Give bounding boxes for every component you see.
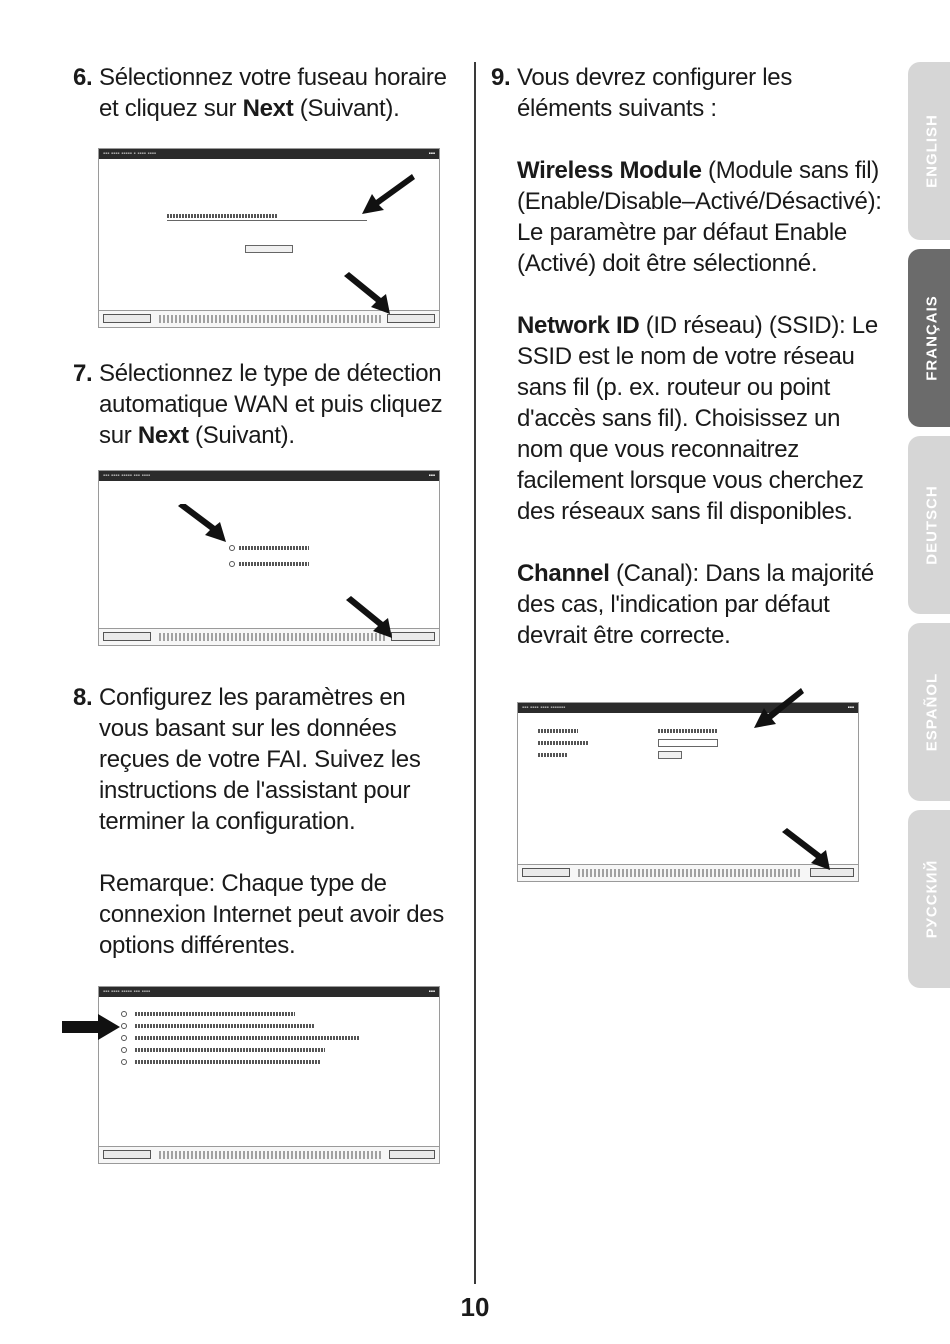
page-number: 10 xyxy=(460,1292,490,1322)
tab-english[interactable] xyxy=(908,62,950,240)
bold-term: Next xyxy=(137,422,189,449)
paragraph-text: Remarque: Chaque type de connexion Internet peut avoir des options différentes. xyxy=(99,870,445,959)
bold-term: Wireless Module xyxy=(517,157,702,184)
paragraph-text: Sélectionnez le type de détection automatique WAN et puis cliquez sur xyxy=(99,360,443,449)
timezone-screenshot: ▪▪▪ ▪▪▪▪ ▪▪▪▪▪ ▪ ▪▪▪▪ ▪▪▪▪ ▪▪▪ xyxy=(98,148,440,328)
step-paragraph xyxy=(99,358,459,451)
tab-label: ESPAÑOL xyxy=(923,672,941,752)
tab-label: FRANÇAIS xyxy=(923,295,941,381)
step-paragraph xyxy=(99,62,459,124)
bold-term: Next xyxy=(242,95,294,122)
black-arrow-icon xyxy=(360,170,416,216)
paragraph-text: (ID réseau) (SSID): Le SSID est le nom de votre réseau sans fil (p. ex. routeur ou point d'accès sans fil). Choisissez un nom que vous reconnaitrez facilement lorsque vous cherchez des réseaux sans fil disponibles. xyxy=(517,312,878,525)
wan-type-screenshot: ▪▪▪ ▪▪▪▪ ▪▪▪▪▪ ▪▪▪ ▪▪▪▪ ▪▪▪ xyxy=(98,470,440,646)
step-9 xyxy=(491,62,887,651)
paragraph-text: (Suivant). xyxy=(188,422,295,449)
paragraph-text: Configurez les paramètres en vous basant sur les données reçues de votre FAI. Suivez les instructions de l'assistant pour terminer la configuration. xyxy=(99,684,421,835)
bold-term: Network ID xyxy=(517,312,640,339)
black-arrow-icon xyxy=(62,1012,120,1042)
step-number: 7. xyxy=(73,360,93,387)
black-arrow-icon xyxy=(754,686,804,730)
step-paragraph xyxy=(517,558,887,651)
column-divider xyxy=(474,62,476,1284)
tab-label: РУССКИЙ xyxy=(923,859,941,939)
tab-espanol[interactable] xyxy=(908,623,950,801)
tab-russian[interactable] xyxy=(908,810,950,988)
tab-deutsch[interactable] xyxy=(908,436,950,614)
step-paragraph xyxy=(517,310,887,527)
paragraph-text: Vous devrez configurer les éléments suivants : xyxy=(517,64,793,122)
black-arrow-icon xyxy=(342,596,394,640)
wireless-setting-screenshot: ▪▪▪ ▪▪▪▪ ▪▪▪▪ ▪▪▪▪▪▪▪ ▪▪▪ xyxy=(517,702,859,882)
step-paragraph xyxy=(517,62,887,124)
paragraph-text: Sélectionnez votre fuseau horaire et cliquez sur xyxy=(99,64,447,122)
paragraph-text: (Module sans fil) (Enable/Disable–Activé/Désactivé): Le paramètre par défaut Enable (Activé) doit être sélectionné. xyxy=(517,157,882,277)
black-arrow-icon xyxy=(340,272,392,316)
paragraph-text: (Canal): Dans la majorité des cas, l'indication par défaut devrait être correcte. xyxy=(517,560,874,649)
step-paragraph xyxy=(517,155,887,279)
black-arrow-icon xyxy=(778,828,832,872)
step-number: 8. xyxy=(73,684,93,711)
bold-term: Channel xyxy=(517,560,610,587)
black-arrow-icon xyxy=(174,504,228,544)
step-number: 9. xyxy=(491,64,511,91)
paragraph-text: (Suivant). xyxy=(293,95,400,122)
connection-type-screenshot: ▪▪▪ ▪▪▪▪ ▪▪▪▪▪ ▪▪▪ ▪▪▪▪ ▪▪▪ xyxy=(98,986,440,1164)
step-paragraph xyxy=(99,868,459,961)
step-number: 6. xyxy=(73,64,93,91)
tab-label: DEUTSCH xyxy=(923,485,941,565)
tab-francais[interactable] xyxy=(908,249,950,427)
step-6 xyxy=(73,62,459,124)
step-8 xyxy=(73,682,459,961)
step-paragraph xyxy=(99,682,459,837)
tab-label: ENGLISH xyxy=(923,114,941,188)
step-7 xyxy=(73,358,459,451)
